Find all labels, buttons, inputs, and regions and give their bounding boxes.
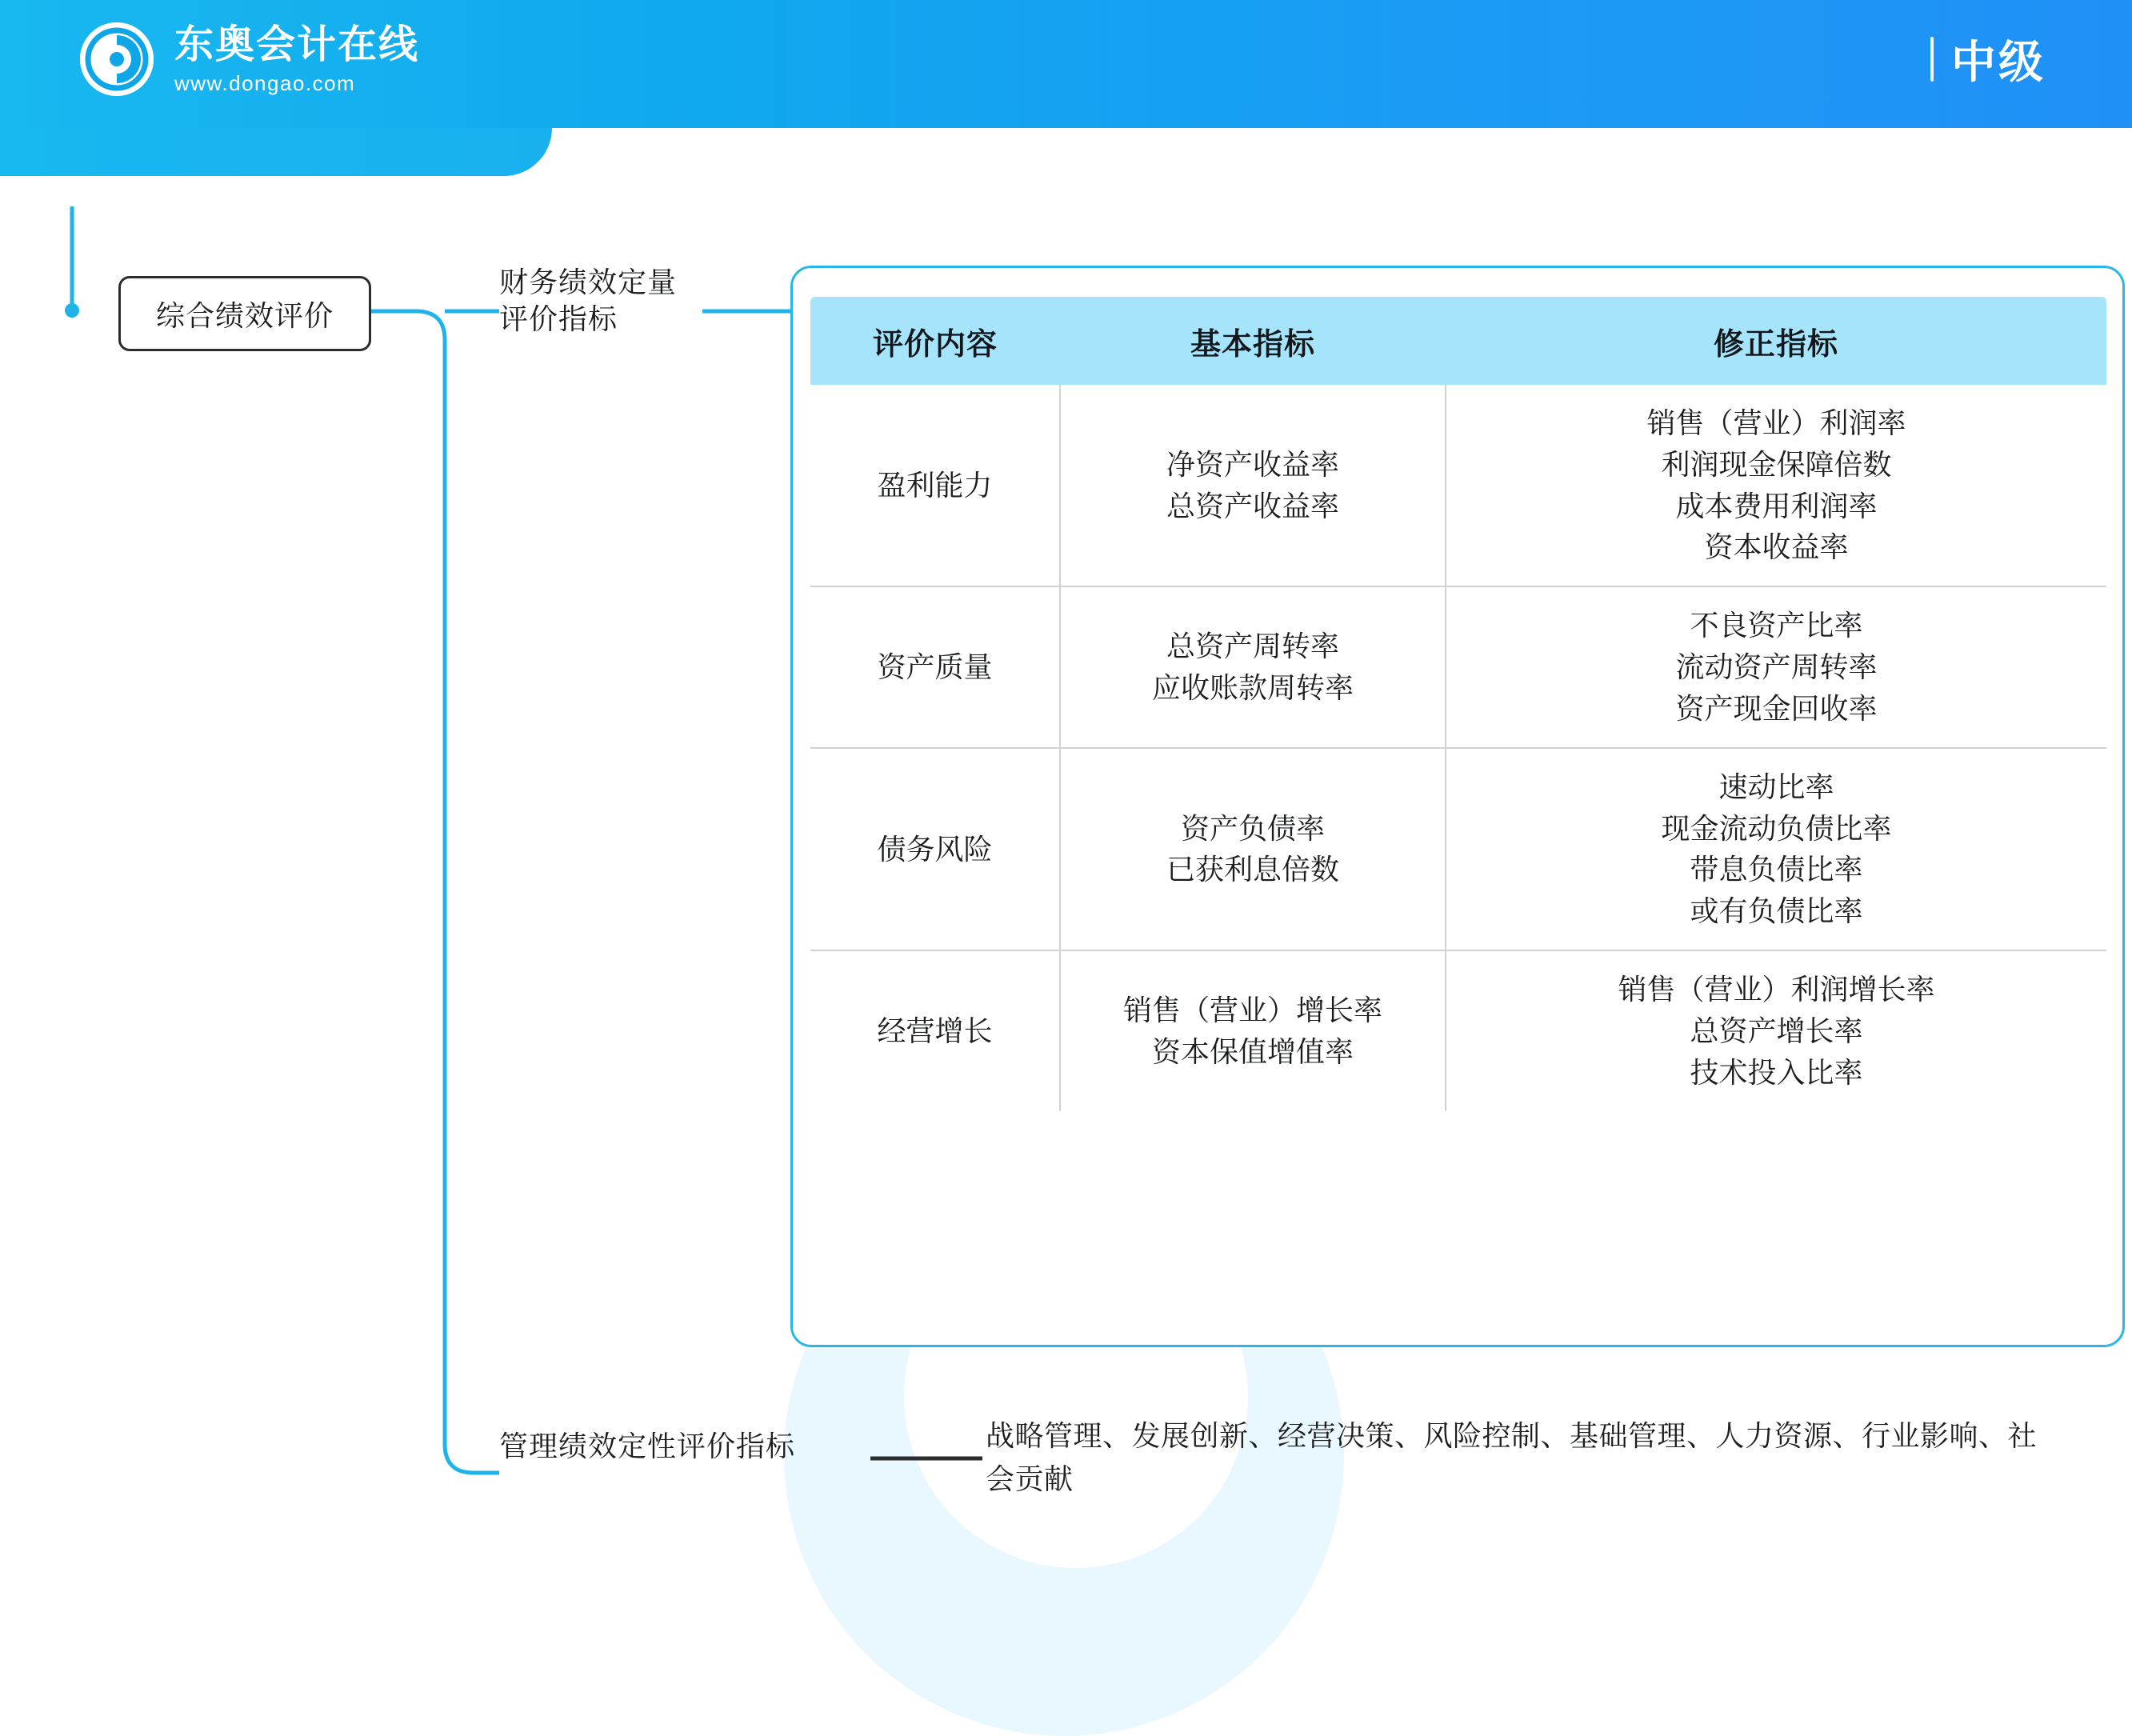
table-row — [810, 748, 2106, 950]
indicator-item: 销售（营业）利润率 — [1646, 406, 1906, 439]
row-revised-indicators — [1446, 385, 2106, 586]
brand-logo — [80, 22, 419, 96]
indicator-item: 或有负债比率 — [1690, 894, 1863, 928]
management-indicators-text: 战略管理、发展创新、经营决策、风险控制、基础管理、人力资源、行业影响、社会贡献 — [986, 1419, 2038, 1495]
indicator-item: 不良资产比率 — [1690, 609, 1863, 642]
branch-label-financial: 财务绩效定量评价指标 — [499, 266, 678, 336]
header-rounded-tail — [0, 128, 552, 176]
table-header-row — [810, 297, 2106, 385]
indicator-item: 流动资产周转率 — [1675, 650, 1878, 684]
header-level-group — [1930, 27, 2046, 91]
indicator-item: 已获利息倍数 — [1166, 853, 1339, 886]
indicator-item: 资本收益率 — [1704, 530, 1849, 564]
row-revised-indicators — [1446, 748, 2106, 950]
brand-url: www.dongao.com — [174, 70, 356, 95]
brand-title: 东奥会计在线 — [174, 22, 420, 66]
indicator-item: 应收账款周转率 — [1151, 671, 1354, 705]
table-row — [810, 950, 2106, 1110]
row-content-label: 经营增长 — [877, 1014, 993, 1047]
branch-label-management: 管理绩效定性评价指标 — [499, 1430, 796, 1462]
indicator-item: 净资产收益率 — [1166, 447, 1339, 481]
indicator-item: 资本保值增值率 — [1151, 1034, 1354, 1068]
page-header — [0, 0, 2132, 128]
indicator-item: 销售（营业）利润增长率 — [1618, 973, 1935, 1006]
row-content-label: 资产质量 — [810, 586, 1060, 747]
table-header-content: 评价内容 — [810, 297, 1060, 385]
table-header-basic: 基本指标 — [1060, 297, 1446, 385]
row-basic-indicators — [1060, 385, 1446, 586]
indicator-item: 总资产周转率 — [1166, 630, 1339, 663]
indicator-item: 总资产增长率 — [1690, 1014, 1863, 1047]
diagram-root-node: 综合绩效评价 — [118, 276, 371, 351]
indicator-item: 现金流动负债比率 — [1661, 811, 1892, 845]
indicator-item: 技术投入比率 — [1690, 1055, 1863, 1089]
indicator-item: 带息负债比率 — [1690, 853, 1863, 886]
row-content-label: 盈利能力 — [810, 385, 1060, 586]
performance-indicator-table-card — [790, 266, 2125, 1347]
table-row — [810, 385, 2106, 586]
indicator-item: 总资产收益率 — [1166, 489, 1339, 522]
row-revised-indicators — [1446, 950, 2106, 1110]
header-level-label: 中级 — [1951, 37, 2046, 87]
indicator-item: 资产负债率 — [1180, 811, 1325, 845]
row-basic-indicators — [1060, 586, 1446, 747]
header-divider — [1930, 37, 1934, 82]
indicator-item: 速动比率 — [1718, 770, 1834, 803]
table-header-revised: 修正指标 — [1446, 297, 2106, 385]
indicator-item: 利润现金保障倍数 — [1661, 447, 1892, 481]
dongao-circle-logo-icon — [80, 22, 154, 96]
row-basic-indicators — [1060, 950, 1446, 1110]
indicator-item: 资产现金回收率 — [1675, 691, 1878, 725]
row-content-label: 债务风险 — [810, 748, 1060, 950]
row-revised-indicators — [1446, 586, 2106, 747]
indicator-item: 成本费用利润率 — [1675, 489, 1878, 522]
table-row — [810, 586, 2106, 747]
performance-indicator-table — [810, 297, 2106, 1111]
row-basic-indicators — [1060, 748, 1446, 950]
indicator-item: 销售（营业）增长率 — [1122, 994, 1382, 1027]
